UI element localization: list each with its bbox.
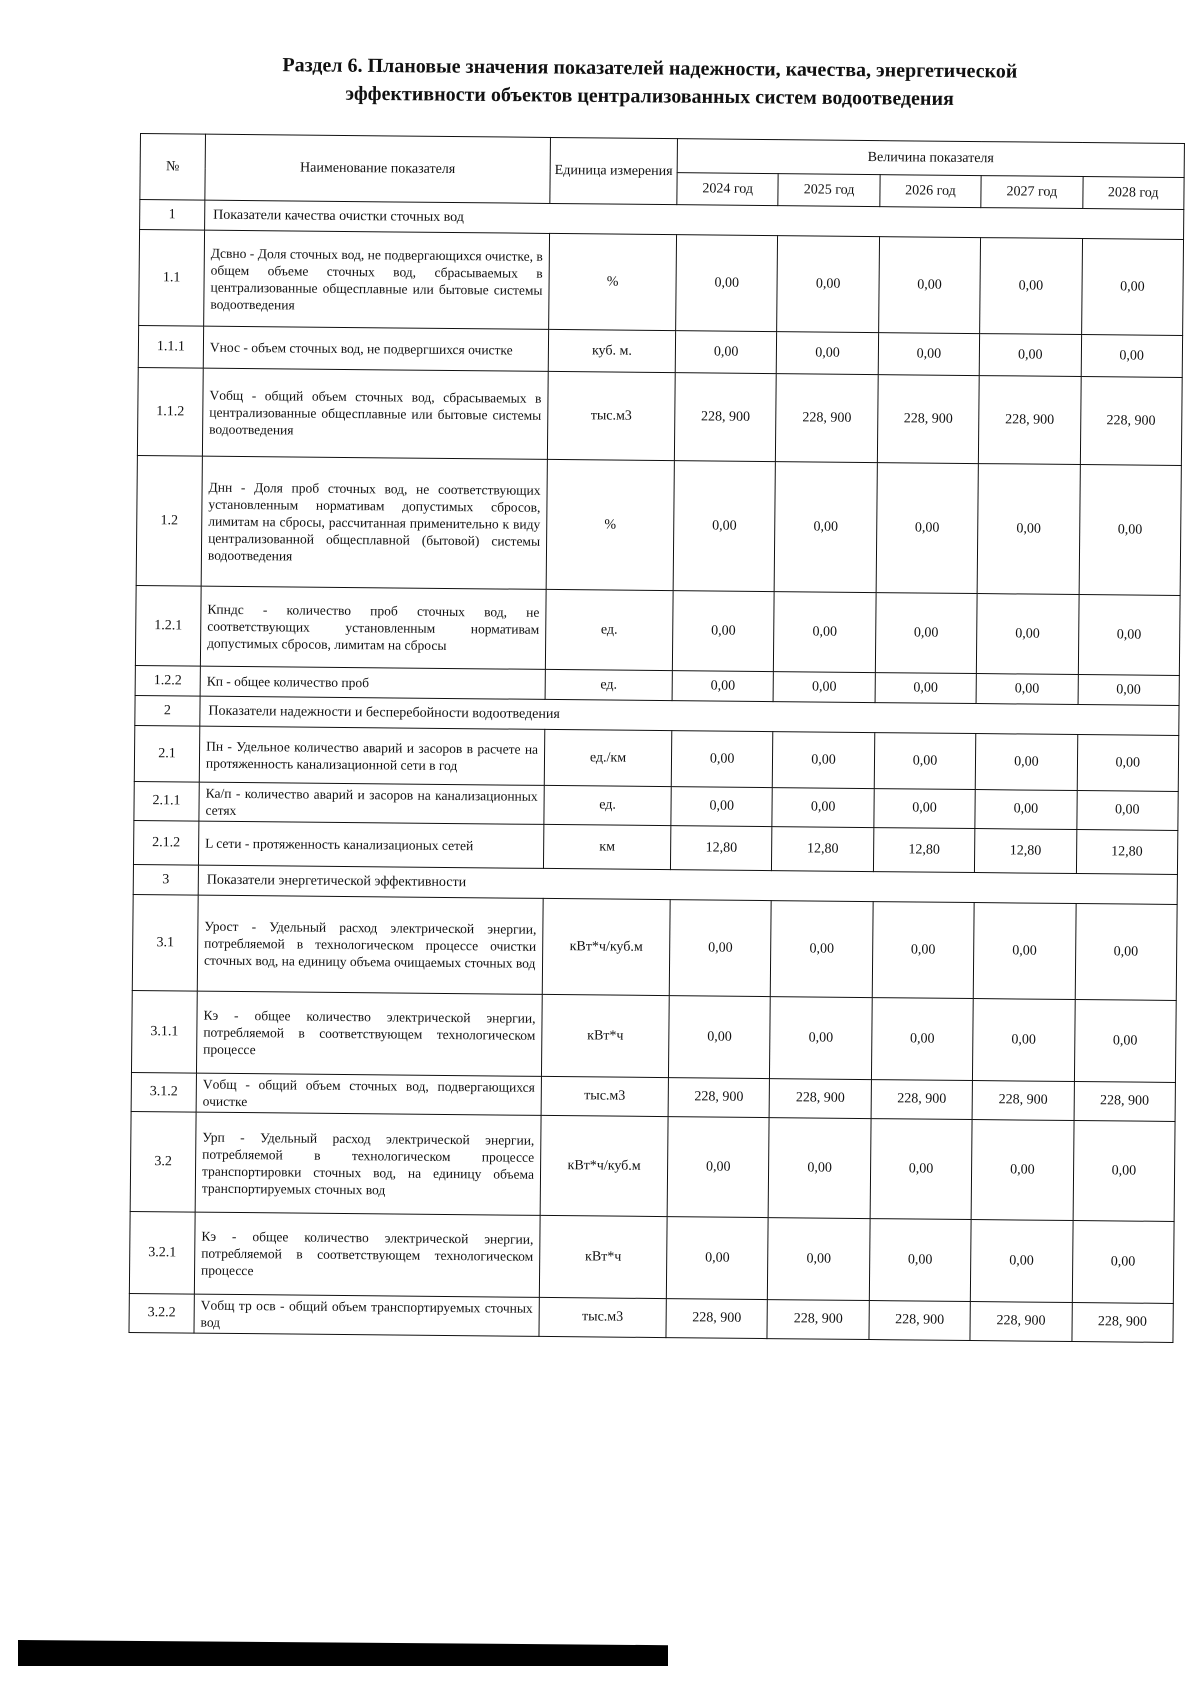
value-cell: 0,00 (975, 734, 1077, 791)
value-cell: 0,00 (777, 236, 879, 333)
indicator-name: Vобщ тр осв - общий объем транспортируемых сточных вод (200, 1297, 533, 1330)
indicator-name: Кпндс - количество проб сточных вод, не соответствующих установленным нормативам допустимых сбросов, лимитам на сбросы (207, 601, 540, 653)
value-cell: 0,00 (775, 462, 878, 593)
row-number: 2.1.2 (133, 820, 198, 865)
table-row (137, 367, 1182, 465)
value-cell: 0,00 (774, 592, 876, 673)
value-cell: 0,00 (975, 790, 1077, 830)
value-cell: 0,00 (676, 235, 778, 332)
value-cell: 0,00 (979, 334, 1081, 377)
row-number: 1 (140, 200, 205, 231)
unit-cell: км (543, 824, 670, 869)
value-cell: 228, 900 (871, 1080, 973, 1120)
header-name: Наименование показателя (205, 134, 551, 203)
header-year: 2025 год (778, 174, 880, 207)
indicator-name-cell (204, 230, 550, 329)
indicator-name-cell (203, 326, 548, 371)
row-number: 2.1.1 (134, 781, 199, 821)
value-cell: 228, 900 (877, 375, 979, 464)
row-number: 3.1.1 (131, 990, 197, 1073)
indicator-name: Vнос - объем сточных вод, не подвергшихся очистке (209, 339, 513, 358)
value-cell: 0,00 (980, 238, 1082, 335)
row-number: 1.2 (136, 455, 202, 586)
value-cell: 0,00 (668, 996, 770, 1079)
indicator-name: Vобщ - общий объем сточных вод, сбрасываемых в централизованные общесплавные или бытовые системы водоотведения (209, 387, 542, 438)
header-year: 2026 год (880, 175, 982, 208)
value-cell: 0,00 (768, 1218, 870, 1301)
table-row (130, 1111, 1175, 1221)
indicator-name-cell (200, 586, 546, 669)
value-cell: 12,80 (873, 828, 975, 873)
value-cell: 0,00 (671, 731, 773, 788)
unit-cell: тыс.м3 (547, 371, 675, 460)
unit-cell: ед. (545, 589, 673, 670)
value-cell: 0,00 (771, 901, 873, 998)
value-cell: 0,00 (876, 463, 979, 594)
unit-cell: кВт*ч/куб.м (540, 1115, 668, 1216)
value-cell: 0,00 (878, 237, 980, 334)
unit-cell: ед. (544, 785, 671, 825)
indicator-name-cell (199, 726, 545, 785)
section-title: Показатели надежности и бесперебойности водоотведения (200, 696, 1179, 735)
indicator-name: Пн - Удельное количество аварий и засоров в расчете на протяженность канализационной сети в год (205, 738, 539, 773)
value-cell: 0,00 (673, 461, 776, 592)
row-number: 2 (135, 695, 200, 726)
value-cell: 0,00 (875, 593, 977, 674)
value-cell: 0,00 (977, 594, 1079, 675)
indicator-name: Урост - Удельный расход электрической энергии, потребляемой в технологическом процессе очистки сточных вод, на единицу объема очищаемых сточных вод (203, 918, 537, 971)
value-cell: 0,00 (878, 333, 980, 376)
row-number: 3.1 (132, 894, 198, 991)
indicator-name-cell (195, 1112, 541, 1215)
value-cell: 0,00 (1073, 1121, 1175, 1222)
unit-cell: куб. м. (548, 329, 675, 372)
row-number: 3 (133, 864, 198, 895)
value-cell: 0,00 (671, 787, 773, 827)
value-cell: 0,00 (1076, 791, 1178, 831)
unit-cell: ед./км (544, 729, 672, 786)
header-number: № (140, 134, 206, 201)
value-cell: 0,00 (971, 1120, 1073, 1221)
indicator-name-cell (200, 666, 545, 699)
indicator-name-cell (194, 1212, 540, 1297)
value-cell: 228, 900 (979, 376, 1081, 465)
header-unit: Единица измерения (550, 137, 678, 204)
unit-cell: % (549, 233, 677, 330)
header-year: 2024 год (677, 173, 779, 206)
unit-cell: тыс.м3 (539, 1297, 666, 1337)
table-row (131, 990, 1176, 1082)
table-row (134, 725, 1178, 791)
unit-cell: кВт*ч (539, 1215, 667, 1298)
value-cell: 0,00 (874, 789, 976, 829)
section-title: Показатели энергетической эффективности (198, 865, 1177, 904)
value-cell: 0,00 (870, 1119, 972, 1220)
indicator-name: Днн - Доля проб сточных вод, не соответствующих установленным нормативам допустимых сбросов, лимитам на сбросы, рассчитанная применительно к виду централизованной общесплавной (бытовой) системы водоотведения (207, 479, 541, 564)
indicator-name: Кп - общее количество проб (206, 673, 370, 691)
value-cell: 12,80 (772, 827, 874, 872)
value-cell: 0,00 (875, 673, 977, 704)
value-cell: 0,00 (769, 1118, 871, 1219)
header-value: Величина показателя (677, 139, 1184, 178)
value-cell: 228, 900 (668, 1078, 770, 1118)
value-cell: 228, 900 (776, 374, 878, 463)
value-cell: 0,00 (669, 900, 771, 997)
indicator-name: Vобщ - общий объем сточных вод, подвергающихся очистке (202, 1076, 535, 1110)
value-cell: 0,00 (976, 674, 1078, 705)
value-cell: 12,80 (670, 826, 772, 871)
value-cell: 0,00 (1079, 465, 1182, 596)
value-cell: 0,00 (1078, 595, 1180, 676)
indicator-name: L сети - протяженность канализационых сетей (205, 835, 474, 854)
value-cell: 0,00 (772, 788, 874, 828)
value-cell: 0,00 (1072, 1221, 1174, 1304)
unit-cell: тыс.м3 (541, 1076, 668, 1116)
row-number: 1.1 (139, 230, 205, 327)
indicator-name: Кэ - общее количество электрической энергии, потребляемой в соответствующем технологическом процессе (203, 1007, 536, 1058)
value-cell: 228, 900 (1072, 1302, 1174, 1342)
value-cell: 0,00 (672, 671, 774, 702)
value-cell: 0,00 (770, 997, 872, 1080)
value-cell: 0,00 (1074, 1000, 1176, 1083)
indicator-name-cell (196, 1073, 541, 1115)
title-line-2: эффективности объектов централизованных систем водоотведения (345, 82, 954, 111)
value-cell: 0,00 (871, 998, 973, 1081)
page-title (150, 50, 1150, 115)
row-number: 2.1 (134, 725, 200, 782)
value-cell: 0,00 (872, 902, 974, 999)
value-cell: 0,00 (773, 732, 875, 789)
value-cell: 12,80 (975, 829, 1077, 874)
section-title: Показатели качества очистки сточных вод (205, 200, 1184, 239)
indicator-name-cell (201, 456, 547, 589)
value-cell: 0,00 (1075, 904, 1177, 1001)
unit-cell: % (546, 459, 674, 590)
value-cell: 228, 900 (767, 1300, 869, 1340)
value-cell: 0,00 (1077, 735, 1179, 792)
row-number: 1.2.1 (135, 585, 201, 666)
value-cell: 0,00 (869, 1219, 971, 1302)
table-row (136, 455, 1181, 595)
row-number: 3.2.2 (129, 1293, 194, 1333)
indicator-name-cell (199, 782, 544, 824)
value-cell: 228, 900 (769, 1079, 871, 1119)
value-cell: 0,00 (777, 332, 879, 375)
unit-cell: ед. (545, 669, 672, 700)
row-number: 1.2.2 (135, 665, 200, 696)
table-row (129, 1211, 1174, 1303)
indicator-name-cell (198, 821, 543, 868)
value-cell: 0,00 (973, 903, 1075, 1000)
value-cell: 0,00 (773, 672, 875, 703)
table-body (129, 200, 1184, 1343)
row-number: 3.2.1 (129, 1211, 195, 1294)
value-cell: 0,00 (874, 733, 976, 790)
value-cell: 228, 900 (1080, 377, 1182, 466)
indicator-name-cell (197, 895, 543, 994)
value-cell: 228, 900 (972, 1081, 1074, 1121)
value-cell: 228, 900 (674, 373, 776, 462)
value-cell: 228, 900 (666, 1299, 768, 1339)
table-row (132, 894, 1177, 1000)
indicator-name-cell (196, 991, 542, 1076)
value-cell: 0,00 (1081, 335, 1183, 378)
value-cell: 0,00 (667, 1117, 769, 1218)
unit-cell: кВт*ч (541, 994, 669, 1077)
value-cell: 12,80 (1076, 830, 1178, 875)
value-cell: 0,00 (973, 999, 1075, 1082)
table-row (135, 585, 1180, 675)
header-year: 2027 год (981, 176, 1083, 209)
indicators-table (128, 133, 1184, 1343)
indicator-name: Ка/п - количество аварий и засоров на канализационных сетях (205, 785, 538, 818)
indicator-name: Кэ - общее количество электрической энергии, потребляемой в соответствующем технологическом процессе (201, 1228, 534, 1279)
value-cell: 0,00 (977, 464, 1080, 595)
row-number: 3.1.2 (131, 1072, 196, 1112)
table-row (139, 230, 1184, 336)
row-number: 1.1.2 (137, 367, 203, 456)
unit-cell: кВт*ч/куб.м (542, 898, 670, 995)
value-cell: 0,00 (1081, 239, 1183, 336)
row-number: 1.1.1 (138, 325, 203, 368)
value-cell: 0,00 (666, 1217, 768, 1300)
value-cell: 0,00 (970, 1220, 1072, 1303)
value-cell: 0,00 (1078, 675, 1180, 706)
title-line-1: Раздел 6. Плановые значения показателей надежности, качества, энергетической (282, 54, 1018, 83)
header-year: 2028 год (1082, 177, 1184, 210)
value-cell: 228, 900 (869, 1301, 971, 1341)
value-cell: 228, 900 (1074, 1082, 1176, 1122)
indicator-name: Дсвно - Доля сточных вод, не подвергающихся очистке, в общем объеме сточных вод, сбрасываемых в централизованные общесплавные или бытовые системы водоотведения (210, 245, 543, 312)
scan-edge-bar (18, 1640, 668, 1666)
indicator-name-cell (194, 1294, 539, 1336)
row-number: 3.2 (130, 1111, 196, 1212)
value-cell: 0,00 (675, 331, 777, 374)
indicator-name: Урп - Удельный расход электрической энергии, потребляемой в технологическом процессе транспортировки сточных вод, на единицу объема транспортируемых сточных вод (201, 1129, 535, 1197)
value-cell: 0,00 (672, 591, 774, 672)
value-cell: 228, 900 (970, 1302, 1072, 1342)
indicator-name-cell (202, 368, 548, 459)
indicators-table-wrapper (128, 133, 1184, 1343)
